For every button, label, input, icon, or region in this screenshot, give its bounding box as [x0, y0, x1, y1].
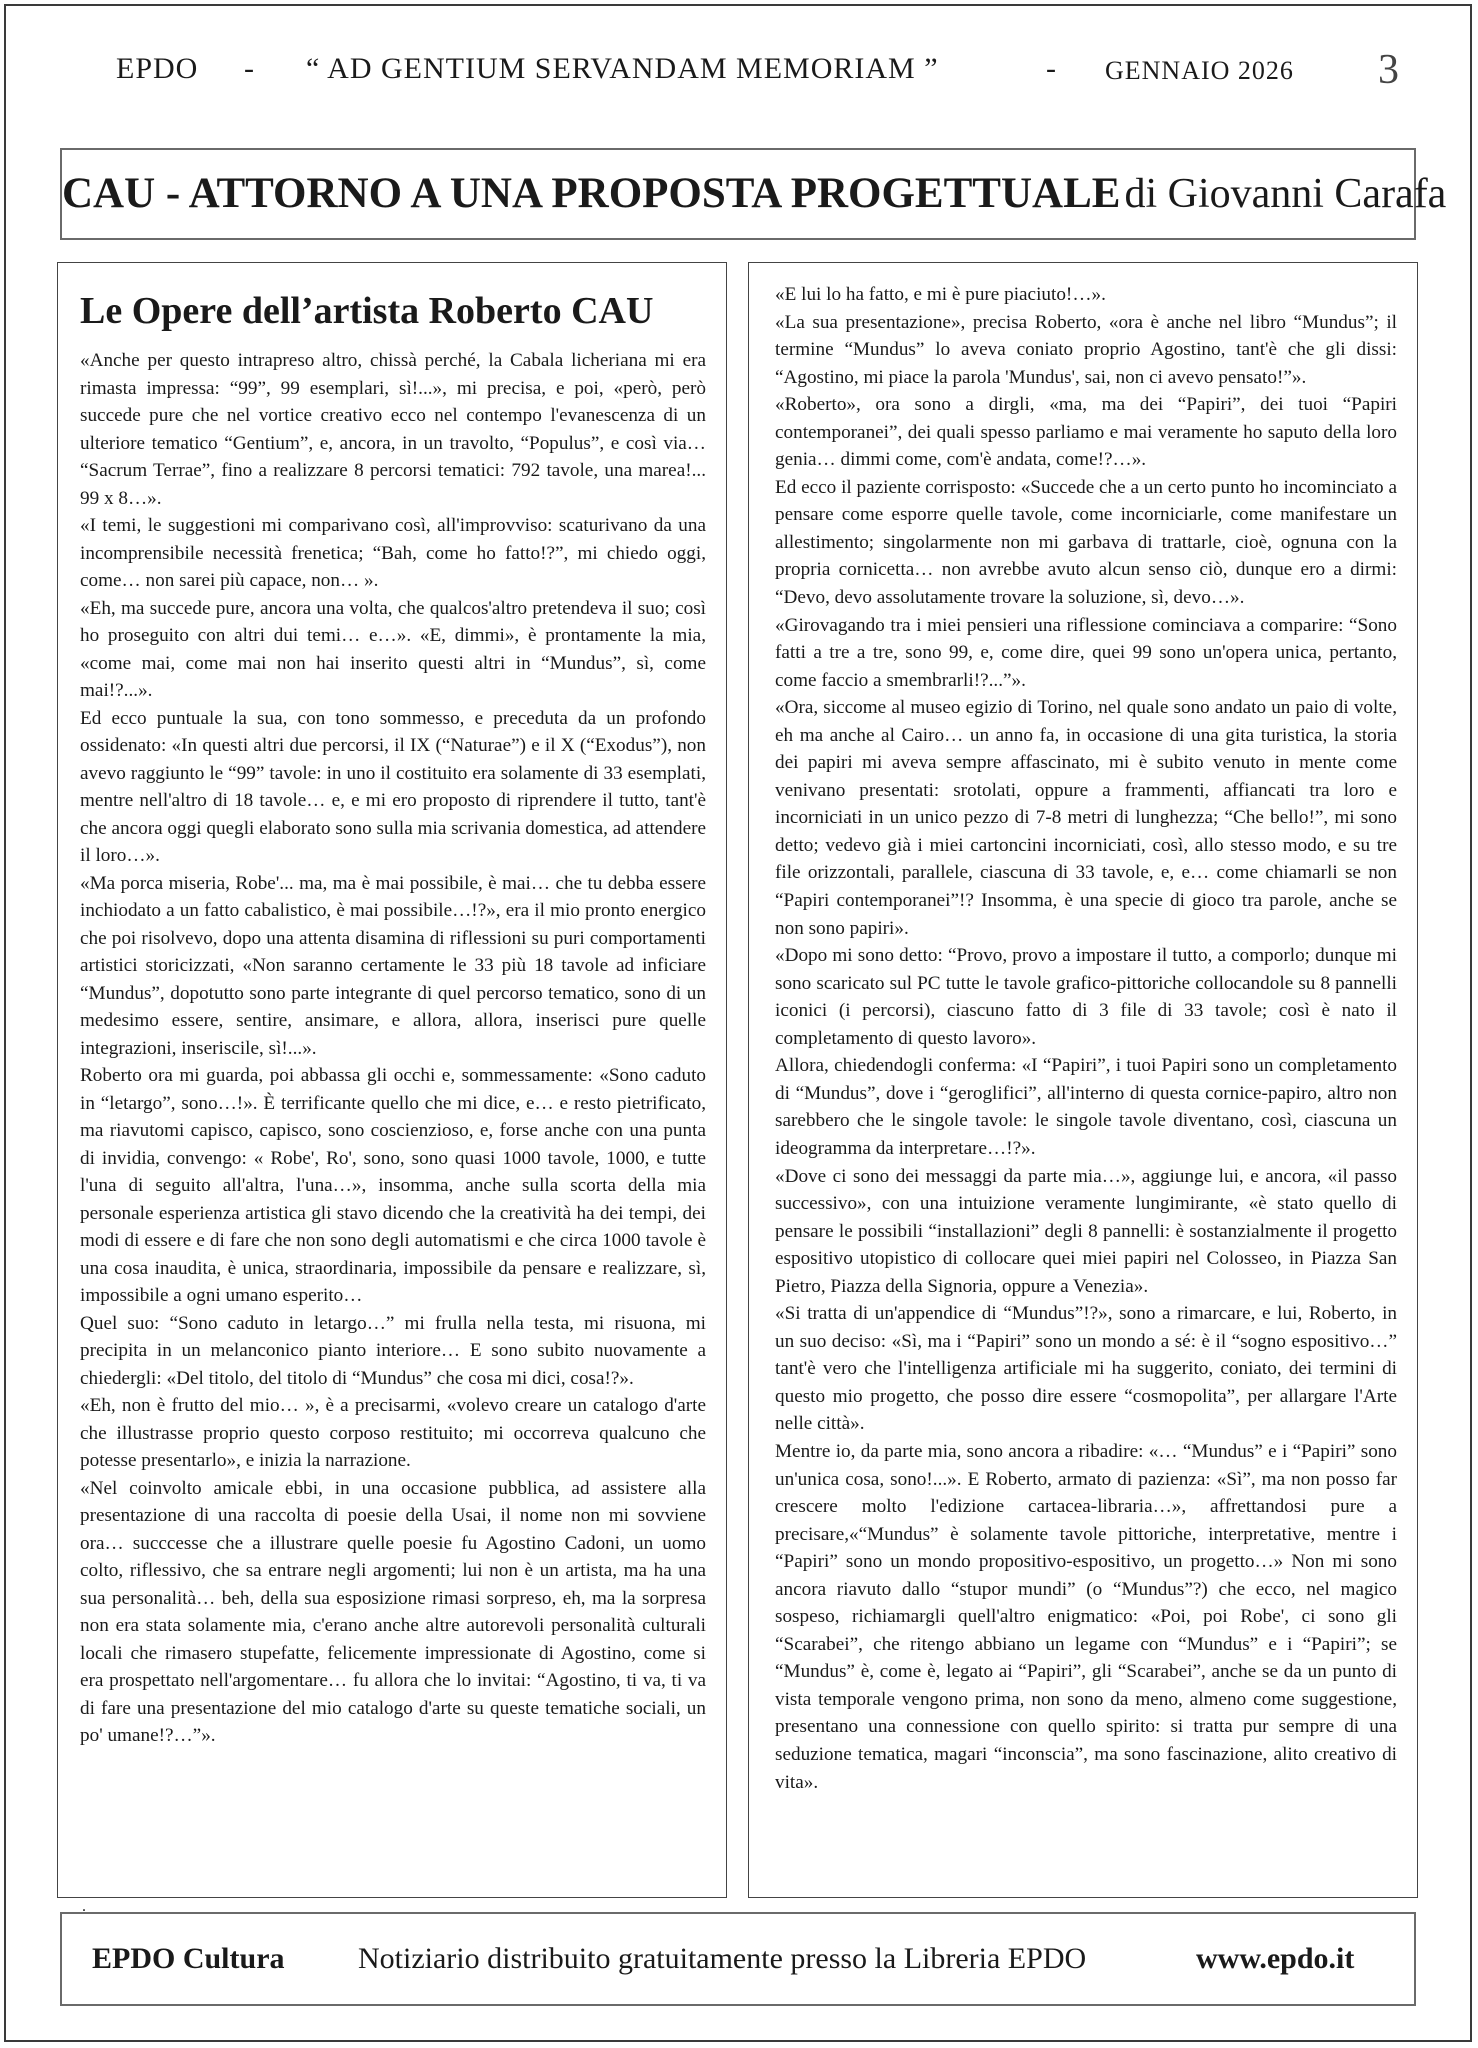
paragraph: Ed ecco puntuale la sua, con tono sommesso, e preceduta da un profondo ossidenato: «In questi altri due percorsi, il IX (“Naturae”) e il X (“Exodus”), non avevo raggiunto le “99” tavole: in uno il costituito era solamente di 33 esemplati, mentre nell'altro di 18 tavole… e, e mi ero proposto di riprendere il tutto, tant'è che ancora oggi quegli elaborato sono sulla mia scrivania domestica, ad attendere il loro…». [80, 707, 706, 866]
column-heading: Le Opere dell’artista Roberto CAU [80, 290, 654, 332]
paragraph: «Anche per questo intrapreso altro, chissà perché, la Cabala licheriana mi era rimasta impressa: “99”, 99 esemplari, sì!...», mi precisa, e poi, «però, però succede pure che nel vortice creativo ecco nel contempo l'evanescenza di un ulteriore tematico “Gentium”, e, ancora, in un travolto, “Populus”, e così via… “Sacrum Terrae”, fino a realizzare 8 percorsi tematici: 792 tavole, una marea!... 99 x 8…». [80, 350, 706, 509]
paragraph: «E lui lo ha fatto, e mi è pure piaciuto!…». [775, 284, 1106, 305]
page-header [0, 47, 1478, 102]
paragraph: «Roberto», ora sono a dirgli, «ma, ma dei “Papiri”, dei tuoi “Papiri contemporanei”, dei quali spesso parliamo e mai veramente ho saputo della loro genia… dimmi come, com'è andata, come!?…». [775, 394, 1397, 471]
paragraph: «La sua presentazione», precisa Roberto, «ora è anche nel libro “Mundus”; il termine “Mundus” lo aveva coniato proprio Agostino, tant'è che gli dissi: “Agostino, mi piace la parola 'Mundus', sai, non ci avevo pensato!”». [775, 311, 1397, 388]
paragraph: «Girovagando tra i miei pensieri una riflessione cominciava a comparire: “Sono fatti a tre a tre, sono 99, e, come dire, quei 99 sono un'opera unica, pertanto, come faccio a smembrarli!?...”». [775, 614, 1397, 691]
page-number: 3 [1378, 47, 1400, 93]
paragraph: «Si tratta di un'appendice di “Mundus”!?», sono a rimarcare, e lui, Roberto, in un suo deciso: «Sì, ma i “Papiri” sono un mondo a sé: è il “sogno espositivo…” tant'è vero che l'intelligenza artificiale mi ha suggerito, coniato, dei termini di questo mio progetto, che posso dire essere “cosmopolita”, per allargare l'Arte nelle città». [775, 1303, 1397, 1435]
left-column [57, 262, 727, 1898]
article-byline: di Giovanni Carafa [1124, 171, 1447, 217]
paragraph: «I temi, le suggestioni mi comparivano così, all'improvviso: scaturivano da una incomprensibile necessità frenetica; “Bah, come ho fatto!?”, mi chiedo oggi, come… non sarei più capace, non… ». [80, 515, 706, 591]
paragraph: Ed ecco il paziente corrisposto: «Succede che a un certo punto ho incominciato a pensare come esporre quelle tavole, come incorniciarle, come manifestare un allestimento; singolarmente non mi garbava di trattarle, cioè, ognuna con la propria cornicetta… non avrebbe avuto alcun senso ciò, dunque ero a dirmi: “Devo, devo assolutamente trovare la soluzione, sì, devo…». [775, 476, 1397, 609]
paragraph: «Ma porca miseria, Robe'... ma, ma è mai possibile, è mai… che tu debba essere inchiodato a un fatto cabalistico, è mai possibile…!?», era il mio pronto energico che poi risolvevo, dopo una attenta disamina di riflessioni su puri comportamenti artistici storicizzati, «Non saranno certamente le 33 più 18 tavole ad inficiare “Mundus”, dopotutto sono parte integrante di quel percorso tematico, sono di un medesimo essere, sentire, ansimare, e allora, allora, inserisci pure quelle integrazioni, inseriscile, sì!...». [80, 872, 706, 1059]
stray-mark: . [82, 1898, 86, 1915]
paragraph: Allora, chiedendogli conferma: «I “Papiri”, i tuoi Papiri sono un completamento di “Mundus”, dove i “geroglifici”, all'interno di questa cornice-papiro, altro non sarebbero che le singole tavole: le singole tavole diventano, così, ciascuna un ideogramma da interpretare…!?». [775, 1055, 1397, 1159]
article-title-box [60, 148, 1447, 240]
paragraph: Mentre io, da parte mia, sono ancora a ribadire: «… “Mundus” e i “Papiri” sono un'unica cosa, sono!...». E Roberto, armato di pazienza: «Sì”, ma non posso far crescere molto l'edizione cartacea-libraria…», affrettandosi pure a precisare,«“Mundus” è solamente tavole pittoriche, interpretative, mentre i “Papiri” sono un mondo propositivo-espositivo, un progetto…» Non mi sono ancora riavuto dallo “stupor mundi” (o “Mundus”?) che ecco, nel magico sospeso, richiamargli quell'altro enigmatico: «Poi, poi Robe', ci sono gli “Scarabei”, che ritengo abbiano un legame con “Mundus” e i “Papiri”; se “Mundus” è, come è, legato ai “Papiri”, gli “Scarabei”, anche se da un punto di vista temporale vengono prima, non sono da meno, almeno come suggestione, presentano una connessione con quello spirito: si tratta pur sempre di una seduzione tematica, magari “inconscia”, ma sono fascinazione, alito creativo di vita». [775, 1440, 1397, 1793]
paragraph: «Dove ci sono dei messaggi da parte mia…», aggiunge lui, e ancora, «il passo successivo», con una intuizione veramente lungimirante, «è stato quello di pensare le possibili “installazioni” degli 8 pannelli: è sostanzialmente il progetto espositivo utopistico di collocare quei miei papiri nel Colosseo, in Piazza San Pietro, Piazza della Signoria, oppure a Venezia». [775, 1165, 1397, 1297]
paragraph: «Ora, siccome al museo egizio di Torino, nel quale sono andato un paio di volte, eh ma anche al Cairo… un anno fa, in occasione di una gita turistica, la storia dei papiri mi aveva sempre affascinato, mi è subito venuto in mente come venivano presentati: srotolati, oppure a frammenti, affiancati tra loro e incorniciati in un unico pezzo di 7-8 metri di lunghezza; “Che bello!”, mi sono detto; vedevo già i miei cartoncini incorniciati, così, allo stesso modo, e su tre file orizzontali, parallele, ciascuna di 33 tavole, e, e… come chiamarli se non “Papiri contemporanei”!? Insomma, è una specie di gioco tra parole, anche se non sono papiri». [775, 697, 1397, 939]
paragraph: «Eh, non è frutto del mio… », è a precisarmi, «volevo creare un catalogo d'arte che illustrasse proprio questo corposo restituito; mi occorreva qualcuno che potesse presentarlo», e inizia la narrazione. [80, 1395, 706, 1471]
paragraph: Quel suo: “Sono caduto in letargo…” mi frulla nella testa, mi risuona, mi precipita in un melanconico pianto interiore… E sono subito nuovamente a chiedergli: «Del titolo, del titolo di “Mundus” che cosa mi dici, cosa!?». [80, 1312, 706, 1389]
footer-website-link[interactable]: www.epdo.it [1196, 1942, 1355, 1975]
page-footer [60, 1912, 1416, 2006]
paragraph: Roberto ora mi guarda, poi abbassa gli occhi e, sommessamente: «Sono caduto in “letargo”, sono…!». È terrificante quello che mi dice, e… e resto pietrificato, ma riavutomi capisco, capisco, sono coscienzioso, e, forse anche con una punta di invidia, convengo: « Robe', Ro', sono, sono quasi 1000 tavole, 1000, e tutte l'una di seguito all'altra, l'una…», insomma, anche sulla scorta della mia personale esperienza artistica gli stavo dicendo che la creatività ha dei tempi, dei modi di essere e di fare che non sono degli automatismi e che circa 1000 tavole è una cosa inaudita, è unica, straordinaria, impossibile da pensare e realizzare, sì, impossibile a ogni umano esperito… [80, 1065, 706, 1306]
paragraph: «Dopo mi sono detto: “Provo, provo a impostare il tutto, a comporlo; dunque mi sono scaricato sul PC tutte le tavole grafico-pittoriche collocandole su 8 pannelli iconici (i percorsi), ciascuno fatto di 3 file di 33 tavole; così è nato il completamento di questo lavoro». [775, 945, 1397, 1049]
paragraph: «Nel coinvolto amicale ebbi, in una occasione pubblica, ad assistere alla presentazione di una raccolta di poesie della Usai, il nome non mi sovviene ora… succcesse che a illustrare quelle poesie fu Agostino Cadoni, un uomo colto, riflessivo, che sa entrare negli argomenti; lui non è un artista, ma ha una sua personalità… beh, della sua esposizione rimasi sorpreso, eh, ma la sorpresa non era stata solamente mia, c'erano anche altre autorevoli personalità culturali locali che rimasero stupefatte, felicemente impressionate di Agostino, come si era prospettato nell'argomentare… fu allora che lo invitai: “Agostino, ti va, ti va di fare una presentazione del mio catalogo d'arte su queste tematiche sociali, un po' umane!?…”». [80, 1477, 706, 1746]
footer-note: Notiziario distribuito gratuitamente presso la Libreria EPDO [358, 1942, 1087, 1975]
header-separator: - [244, 52, 255, 85]
header-date: GENNAIO 2026 [1105, 56, 1294, 85]
header-motto: “ AD GENTIUM SERVANDAM MEMORIAM ” [306, 52, 939, 85]
right-column [748, 262, 1418, 1898]
footer-section-name: EPDO Cultura [92, 1942, 285, 1975]
header-brand: EPDO [116, 52, 199, 85]
header-separator: - [1046, 52, 1057, 85]
article-title: CAU - ATTORNO A UNA PROPOSTA PROGETTUALE [62, 170, 1121, 217]
paragraph: «Eh, ma succede pure, ancora una volta, che qualcos'altro pretendeva il suo; così ho proseguito con altri dui temi… e…». «E, dimmi», è prontamente la mia, «come mai, come mai non hai inserito questi altri in “Mundus”, sì, come mai!?...». [80, 597, 706, 701]
